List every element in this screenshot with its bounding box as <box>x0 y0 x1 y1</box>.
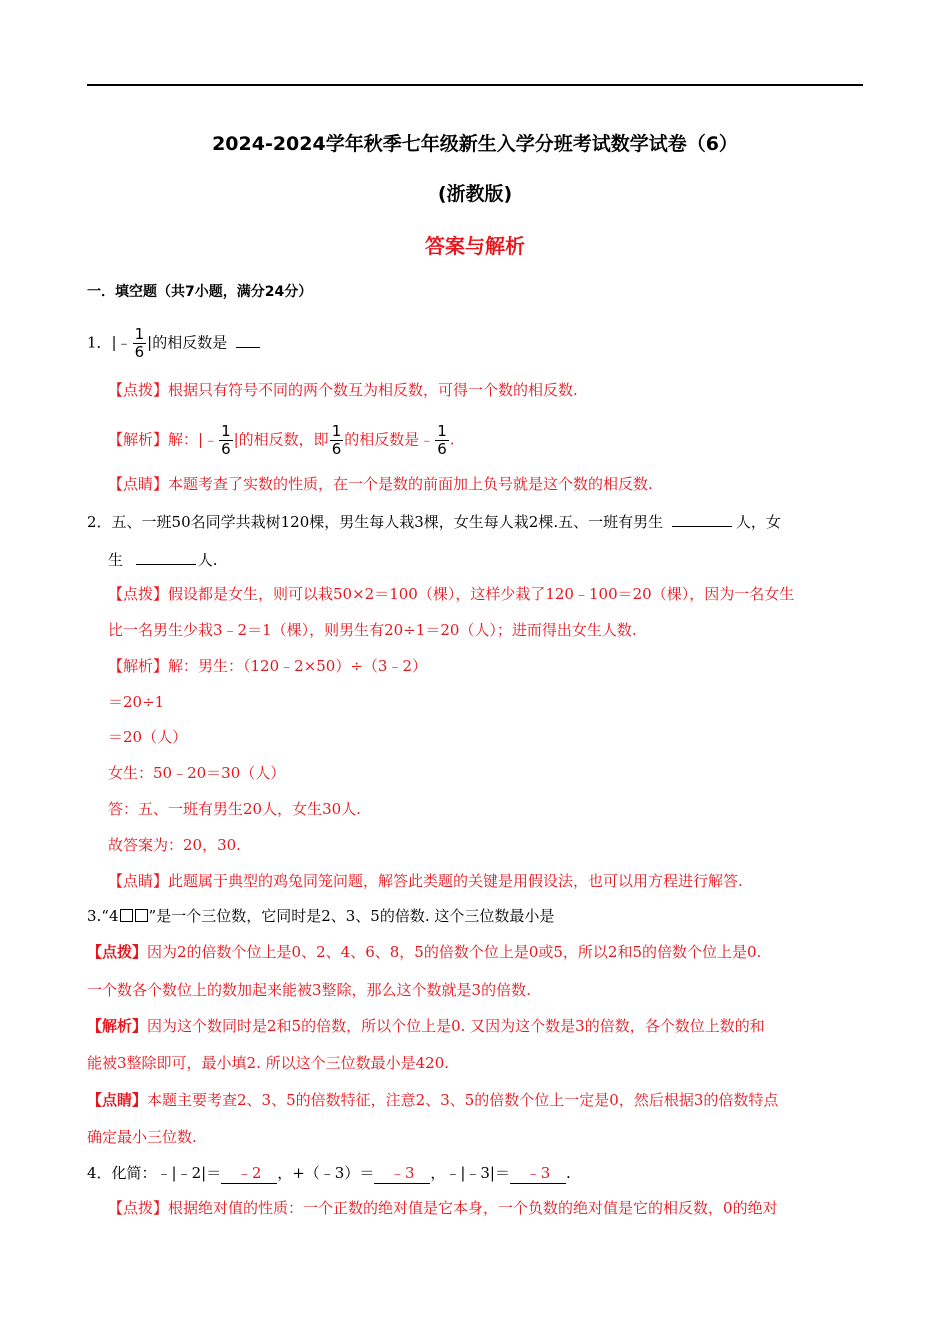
q4-answer2: ﹣3 <box>374 1163 430 1184</box>
q4-hint-tag: 【点拨】 <box>108 1199 169 1217</box>
q2-hint1: 假设都是女生，则可以栽50×2＝100（棵），这样少栽了120﹣100＝20（棵），因为一名女生 <box>168 585 795 603</box>
q1-sol-b: |的相反数，即 <box>233 430 329 449</box>
q3-box-tens <box>120 909 133 922</box>
q4-hint-text: 根据绝对值的性质：一个正数的绝对值是它本身，一个负数的绝对值是它的相反数，0的绝对 <box>168 1199 778 1217</box>
q3-solution-line1 <box>87 1016 765 1036</box>
q1-rev-text: 本题考查了实数的性质，在一个是数的前面加上负号就是这个数的相反数. <box>168 475 653 493</box>
q2-line2a: 生 <box>108 551 124 569</box>
q1-frac-den: 6 <box>134 343 145 361</box>
q3-hint1: 因为2的倍数个位上是0、2、4、6、8，5的倍数个位上是0或5，所以2和5的倍数个位上是0. <box>147 943 762 961</box>
q2-sol1: 解：男生：（120﹣2×50）÷（3﹣2） <box>168 657 428 675</box>
q2-sol-tag: 【解析】 <box>108 657 169 675</box>
q1-sol-frac3-num: 1 <box>437 422 447 440</box>
q3-hint2: 一个数各个数位上的数加起来能被3整除，那么这个数就是3的倍数. <box>87 981 531 999</box>
q3-post: ”是一个三位数，它同时是2、3、5的倍数. 这个三位数最小是 <box>148 907 555 925</box>
q1-sol-frac1-den: 6 <box>221 440 231 458</box>
q1-post: |的相反数是 <box>147 333 228 352</box>
q2-stem-line2 <box>108 548 218 570</box>
q4-stem <box>87 1163 571 1184</box>
q1-sol-frac1-num: 1 <box>221 422 231 440</box>
q1-sol-frac3-den: 6 <box>437 440 447 458</box>
q1-sol-frac2-den: 6 <box>331 440 342 458</box>
q2-sol3: ＝20（人） <box>108 728 188 746</box>
q2-rev-tag: 【点睛】 <box>108 872 169 890</box>
q1-sol-frac1 <box>219 423 233 458</box>
q2-boys-blank <box>672 510 732 527</box>
q4-hint <box>108 1198 778 1218</box>
q2-hint2: 比一名男生少栽3﹣2＝1（棵），则男生有20÷1＝20（人）；进而得出女生人数. <box>108 621 637 639</box>
q1-hint-tag: 【点拨】 <box>108 381 169 399</box>
q2-rev-text: 此题属于典型的鸡兔同笼问题，解答此类题的关键是用假设法，也可以用方程进行解答. <box>168 872 743 890</box>
q1-answer-blank <box>236 331 260 348</box>
q2-review <box>108 871 743 891</box>
q1-sol-a: 解：|﹣ <box>168 430 219 449</box>
q1-solution <box>108 423 455 458</box>
q2-sol4: 女生：50﹣20＝30（人） <box>108 764 286 782</box>
q3-hint-line1 <box>87 942 761 962</box>
q2-line1a: 2．五、一班50名同学共栽树120棵，男生每人栽3棵，女生每人栽2棵.五、一班有男生 <box>87 513 664 531</box>
section-heading: 一．填空题（共7小题，满分24分） <box>87 284 313 300</box>
q2-solution-line1 <box>108 656 427 676</box>
q2-sol5: 答：五、一班有男生20人，女生30人. <box>108 800 361 818</box>
q3-pre: 3.“4 <box>87 907 119 925</box>
q3-rev-tag: 【点睛】 <box>87 1091 148 1109</box>
q3-review-line1 <box>87 1090 778 1110</box>
q1-rev-tag: 【点睛】 <box>108 475 169 493</box>
q2-hint-line1 <box>108 584 794 604</box>
q1-hint-text: 根据只有符号不同的两个数互为相反数，可得一个数的相反数. <box>168 381 578 399</box>
q2-hint-tag: 【点拨】 <box>108 585 169 603</box>
q2-girls-blank <box>136 548 196 565</box>
q2-line2b: 人. <box>197 551 218 569</box>
q1-review <box>108 474 653 494</box>
q1-fraction <box>133 326 147 361</box>
q3-rev2: 确定最小三位数. <box>87 1128 197 1146</box>
q2-sol2: ＝20÷1 <box>108 693 165 711</box>
q4-b: ，+（﹣3）＝ <box>277 1164 375 1182</box>
q4-c: ，﹣|﹣3|＝ <box>430 1164 510 1182</box>
q4-answer3: ﹣3 <box>510 1163 566 1184</box>
document-edition: (浙教版) <box>437 183 513 205</box>
q3-stem <box>87 906 554 926</box>
q4-d: . <box>565 1164 571 1182</box>
document-title: 2024-2024学年秋季七年级新生入学分班考试数学试卷（6） <box>212 133 738 155</box>
q1-pre: |﹣ <box>111 333 132 352</box>
q1-hint <box>108 380 578 400</box>
q3-box-ones <box>135 909 148 922</box>
q1-frac-num: 1 <box>134 325 145 343</box>
q2-stem-line1 <box>87 510 781 532</box>
q3-rev1: 本题主要考查2、3、5的倍数特征，注意2、3、5的倍数个位上一定是0，然后根据3的倍数特点 <box>147 1091 779 1109</box>
q3-hint-tag: 【点拨】 <box>87 943 148 961</box>
q1-sol-frac2 <box>330 423 344 458</box>
q1-number: 1． <box>87 333 112 352</box>
q1-sol-frac2-num: 1 <box>331 422 342 440</box>
answer-subtitle: 答案与解析 <box>425 234 525 258</box>
q4-a: 4．化简：﹣|﹣2|＝ <box>87 1164 222 1182</box>
q1-sol-tag: 【解析】 <box>108 430 169 449</box>
q2-line1b: 人，女 <box>735 513 781 531</box>
q1-sol-c: 的相反数是﹣ <box>344 430 435 449</box>
q3-sol2: 能被3整除即可，最小填2. 所以这个三位数最小是420. <box>87 1054 450 1072</box>
q2-sol6: 故答案为：20，30. <box>108 836 241 854</box>
q4-answer1: ﹣2 <box>221 1163 277 1184</box>
q1-sol-d: . <box>449 430 455 449</box>
header-rule <box>87 84 863 86</box>
q1-sol-frac3 <box>435 423 449 458</box>
q1-stem <box>87 326 260 361</box>
q3-sol-tag: 【解析】 <box>87 1017 148 1035</box>
q3-sol1: 因为这个数同时是2和5的倍数，所以个位上是0. 又因为这个数是3的倍数，各个数位上数的和 <box>147 1017 765 1035</box>
